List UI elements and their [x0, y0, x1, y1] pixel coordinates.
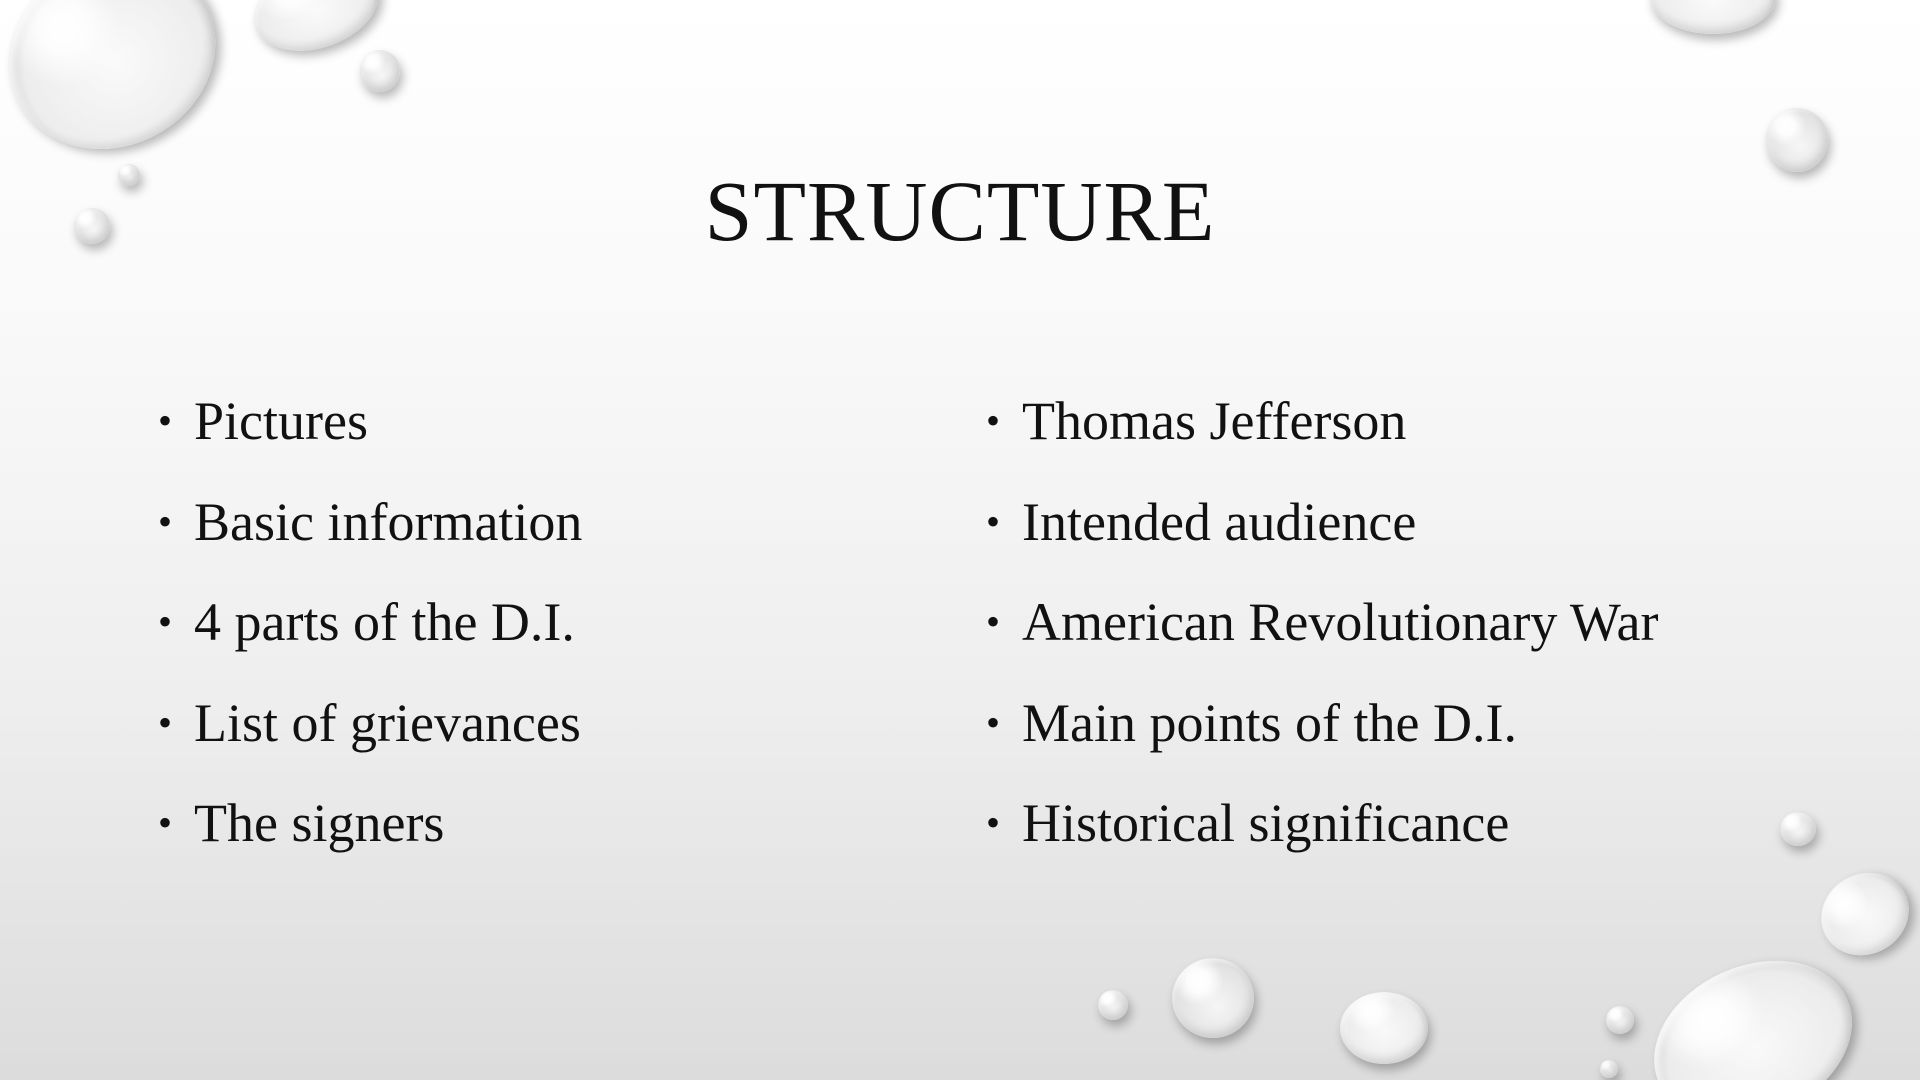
list-item-text: Basic information: [194, 491, 583, 552]
water-droplet-decoration: [1766, 108, 1828, 172]
bullet-icon: •: [158, 699, 173, 745]
bullet-icon: •: [158, 599, 173, 644]
right-bullet-list: [986, 388, 1866, 891]
list-item-text: Pictures: [194, 391, 368, 451]
bullet-icon: •: [986, 398, 1001, 443]
list-item: [986, 489, 1866, 590]
bullet-icon: •: [986, 699, 1001, 745]
water-droplet-decoration: [1628, 931, 1877, 1080]
list-item: [158, 790, 938, 891]
list-item: [986, 589, 1866, 690]
list-item-text: 4 parts of the D.I.: [194, 592, 575, 652]
list-item: [158, 388, 938, 489]
water-droplet-decoration: [1098, 990, 1128, 1020]
list-item-text: Historical significance: [1022, 793, 1510, 853]
slide-title: STRUCTURE: [704, 163, 1216, 259]
list-item-text: List of grievances: [194, 692, 581, 753]
list-item-text: Thomas Jefferson: [1022, 391, 1407, 451]
bullet-icon: •: [158, 800, 173, 845]
list-item-text: Main points of the D.I.: [1022, 692, 1517, 753]
water-droplet-decoration: [1340, 992, 1428, 1064]
left-bullet-list: [158, 388, 938, 891]
list-item-text: Intended audience: [1022, 491, 1417, 552]
water-droplet-decoration: [1650, 0, 1776, 34]
bullet-icon: •: [986, 800, 1001, 845]
list-item-text: American Revolutionary War: [1022, 592, 1659, 652]
water-droplet-decoration: [0, 0, 249, 185]
list-item: [986, 690, 1866, 791]
water-droplet-decoration: [1606, 1006, 1634, 1034]
bullet-icon: •: [158, 498, 173, 544]
list-item: [986, 388, 1866, 489]
list-item: [158, 489, 938, 590]
bullet-icon: •: [986, 498, 1001, 544]
water-droplet-decoration: [360, 50, 400, 92]
list-item: [986, 790, 1866, 891]
list-item: [158, 589, 938, 690]
list-item: [158, 690, 938, 791]
bullet-icon: •: [158, 398, 173, 443]
water-droplet-decoration: [1172, 958, 1254, 1038]
water-droplet-decoration: [1600, 1060, 1618, 1078]
bullet-icon: •: [986, 599, 1001, 644]
list-item-text: The signers: [194, 793, 445, 853]
